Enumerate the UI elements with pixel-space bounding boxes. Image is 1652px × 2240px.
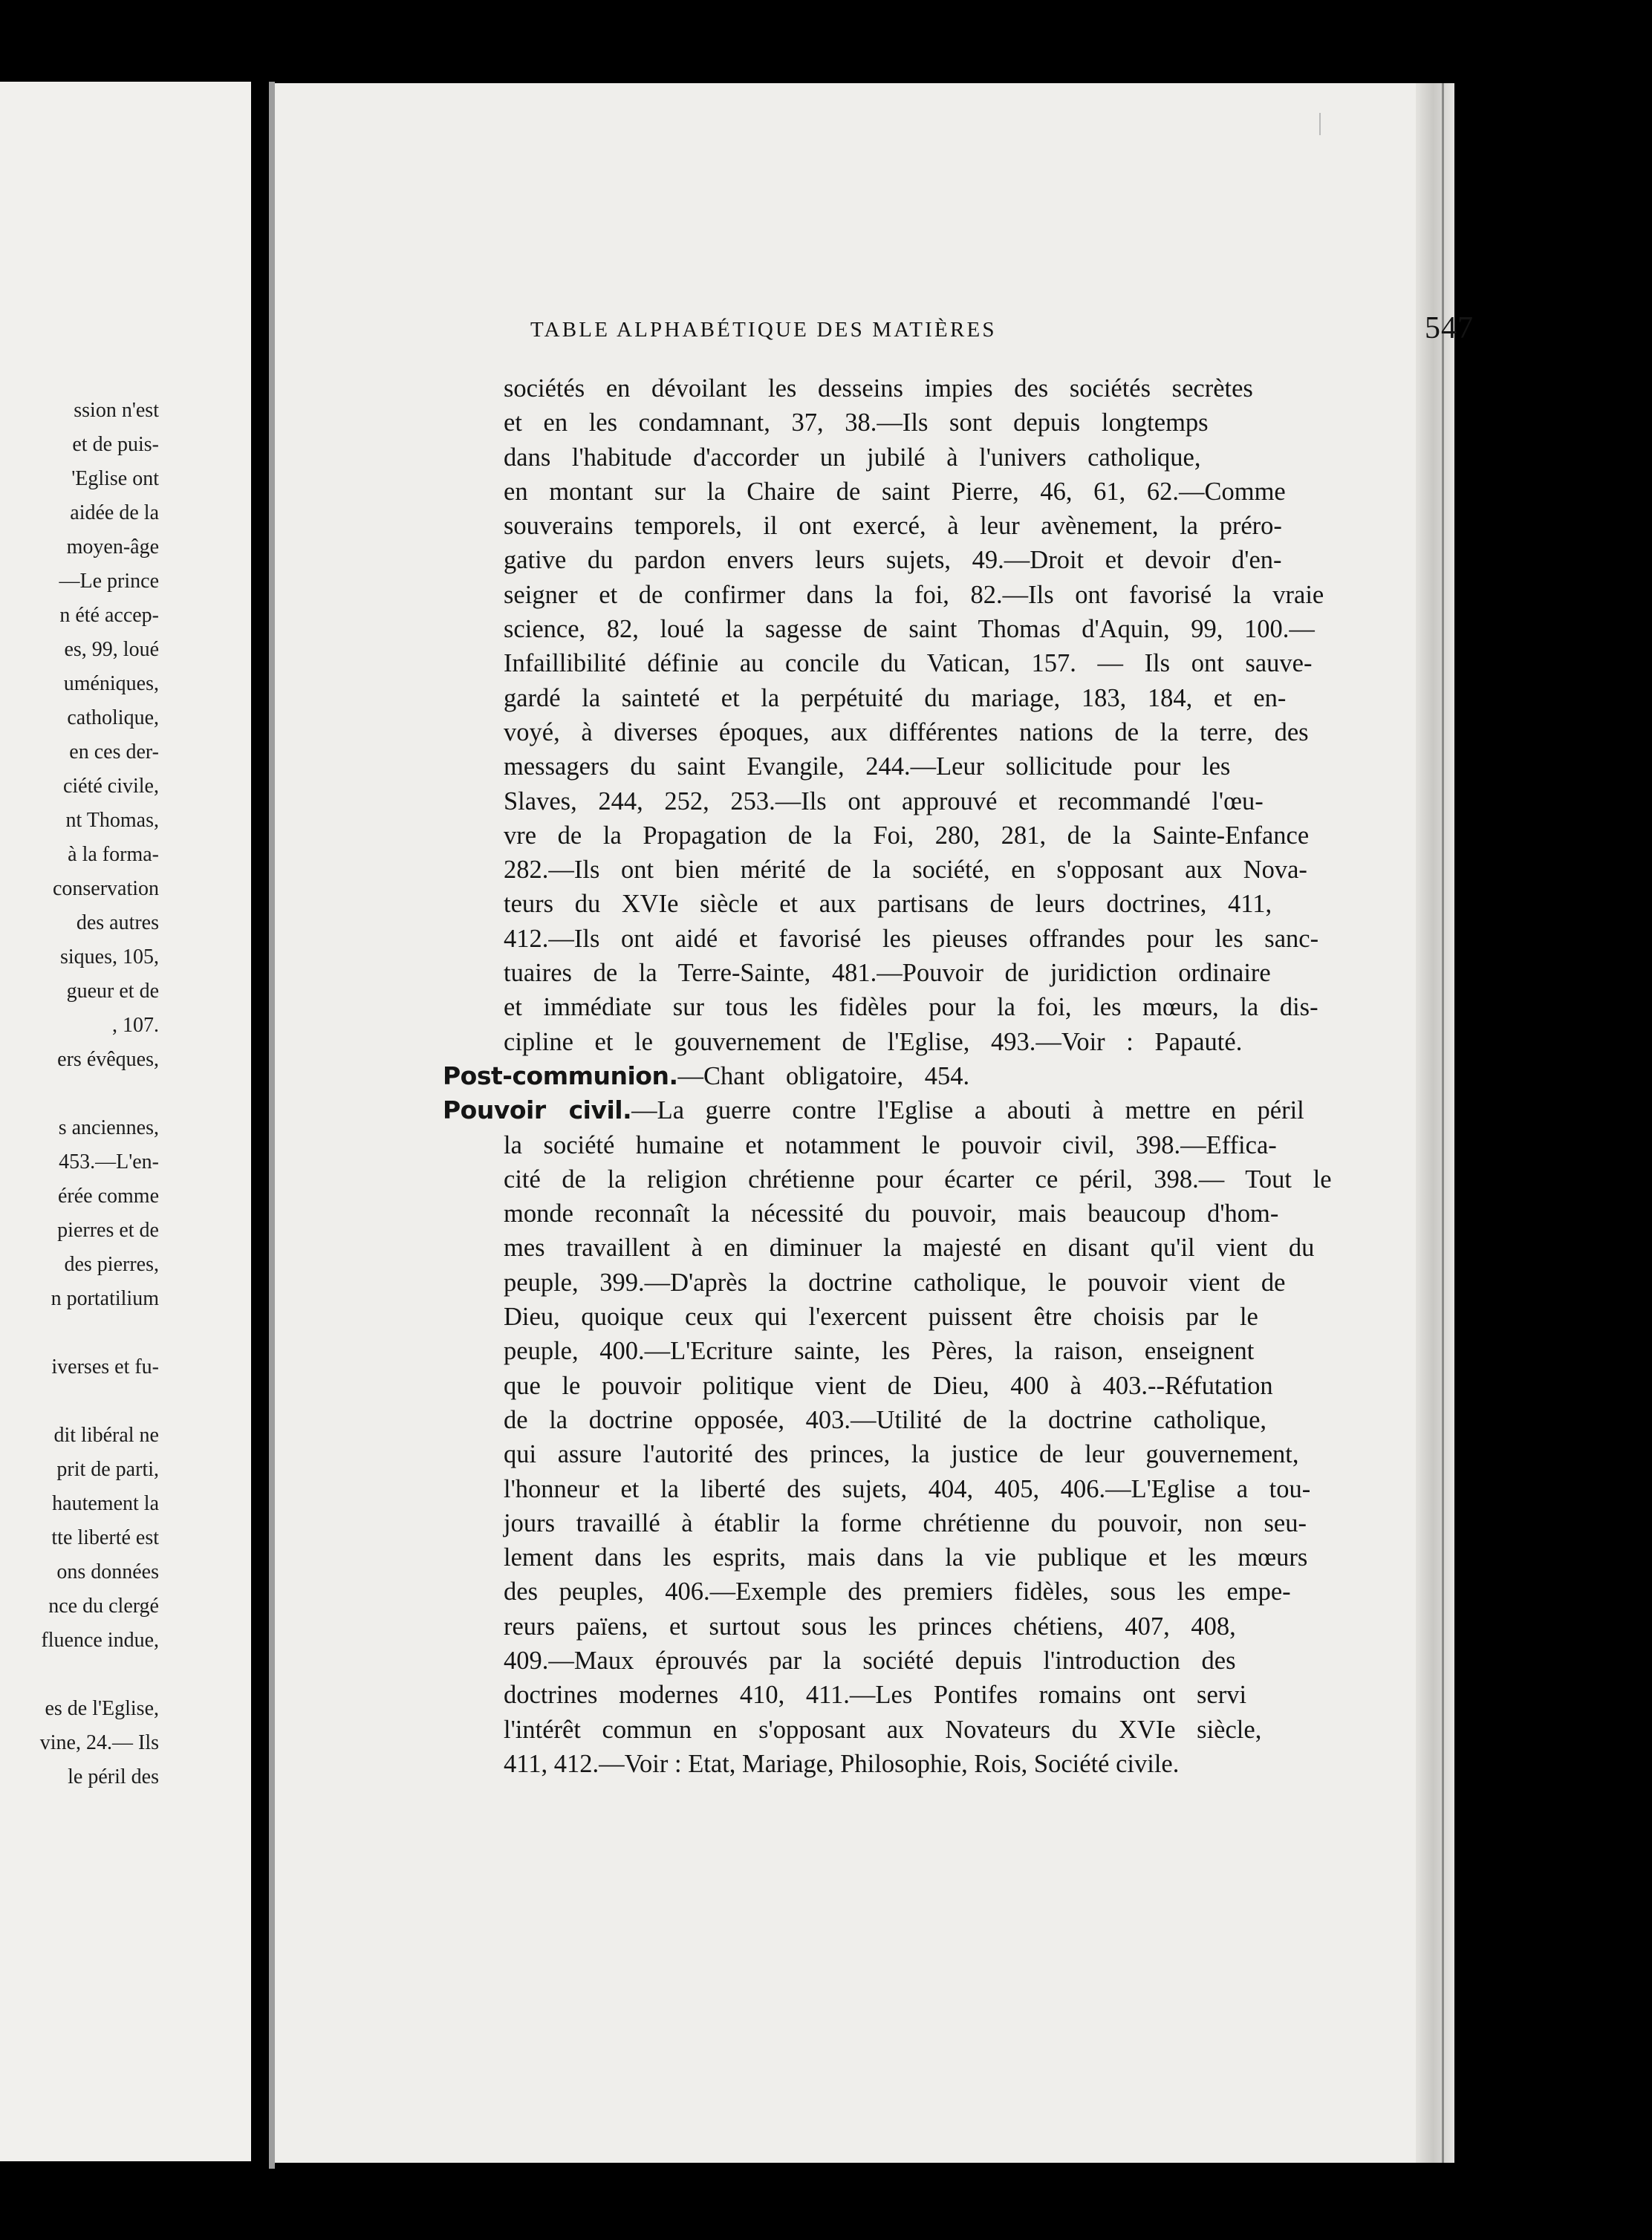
left-page-line: en ces der- <box>69 740 159 764</box>
index-text-line <box>443 818 1475 853</box>
left-page-line: ons données <box>56 1560 159 1583</box>
index-line-text: messagers du saint Evangile, 244.—Leur sollicitude pour les <box>504 752 1231 781</box>
index-line-text: la société humaine et notamment le pouvoir civil, 398.—Effica- <box>504 1130 1277 1159</box>
left-page-line: moyen-âge <box>66 535 159 559</box>
index-text-line <box>443 715 1475 749</box>
left-page-line: iverses et fu- <box>51 1355 159 1378</box>
index-text-line <box>443 1334 1475 1368</box>
gutter-edge <box>269 82 275 2169</box>
left-page-line <box>0 1316 159 1350</box>
index-text-line <box>443 509 1475 543</box>
index-text-line <box>443 887 1475 921</box>
index-text-line <box>443 1609 1475 1644</box>
index-text-line <box>443 1575 1475 1609</box>
left-page-line: prit de parti, <box>56 1458 159 1481</box>
left-page-line: tte liberté est <box>51 1526 159 1549</box>
left-page-line: gueur et de <box>66 980 159 1003</box>
index-text-line <box>443 543 1475 577</box>
index-line-text: Infaillibilité définie au concile du Vatican, 157. — Ils ont sauve- <box>504 649 1313 678</box>
index-line-text: 412.—Ils ont aidé et favorisé les pieuses offrandes pour les sanc- <box>504 924 1319 953</box>
index-text-line <box>443 1472 1475 1506</box>
left-page-line: es de l'Eglise, <box>45 1697 159 1720</box>
index-text-line <box>443 1128 1475 1162</box>
index-text-line <box>443 1196 1475 1231</box>
left-page <box>0 82 251 2161</box>
index-line-text: l'honneur et la liberté des sujets, 404, 405, 406.—L'Eglise a tou- <box>504 1474 1311 1503</box>
left-page-line: siques, 105, <box>60 945 159 968</box>
index-text-line <box>443 784 1475 818</box>
index-line-text: que le pouvoir politique vient de Dieu, 400 à 403.--Réfutation <box>504 1371 1273 1400</box>
index-line-text: gative du pardon envers leurs sujets, 49.—Droit et devoir d'en- <box>504 546 1282 575</box>
page-number: 547 <box>1425 311 1474 345</box>
index-line-text: gardé la sainteté et la perpétuité du mariage, 183, 184, et en- <box>504 683 1287 712</box>
index-text-line <box>443 1403 1475 1437</box>
index-line-text: jours travaillé à établir la forme chrétienne du pouvoir, non seu- <box>504 1508 1307 1537</box>
index-text-line <box>443 1266 1475 1300</box>
index-line-text: peuple, 399.—D'après la doctrine catholique, le pouvoir vient de <box>504 1268 1286 1297</box>
index-line-text: des peuples, 406.—Exemple des premiers fidèles, sous les empe- <box>504 1578 1291 1606</box>
index-line-text: 411, 412.—Voir : Etat, Mariage, Philosophie, Rois, Société civile. <box>504 1749 1180 1778</box>
index-line-text: 282.—Ils ont bien mérité de la société, en s'opposant aux Nova- <box>504 856 1307 885</box>
left-page-line: à la forma- <box>68 843 159 866</box>
index-line-text: teurs du XVIe siècle et aux partisans de leurs doctrines, 411, <box>504 890 1272 919</box>
scan-speck <box>1319 113 1321 135</box>
left-page-line: aidée de la <box>70 501 159 524</box>
left-page-text <box>0 394 159 1794</box>
index-line-text: —Chant obligatoire, 454. <box>677 1061 970 1090</box>
index-text-line <box>443 1231 1475 1265</box>
left-page-line: fluence indue, <box>41 1629 159 1652</box>
index-text-line <box>443 1300 1475 1334</box>
left-page-line: ciété civile, <box>62 775 159 798</box>
left-page-line: vine, 24.— Ils <box>39 1731 159 1754</box>
left-page-line <box>0 1384 159 1419</box>
index-line-text: vre de la Propagation de la Foi, 280, 281, de la Sainte-Enfance <box>504 821 1310 850</box>
index-text-line <box>443 1713 1475 1747</box>
index-line-text: de la doctrine opposée, 403.—Utilité de la doctrine catholique, <box>504 1405 1267 1434</box>
right-page <box>275 83 1474 2163</box>
index-line-text: en montant sur la Chaire de saint Pierre, 46, 61, 62.—Comme <box>504 477 1286 506</box>
index-text-line <box>443 1437 1475 1471</box>
left-page-line: pierres et de <box>57 1219 159 1242</box>
index-text-line <box>443 853 1475 887</box>
left-page-line: 453.—L'en- <box>59 1150 159 1173</box>
index-text-line <box>443 1162 1475 1196</box>
left-page-line: des pierres, <box>64 1253 159 1276</box>
index-line-text: souverains temporels, il ont exercé, à leur avènement, la préro- <box>504 512 1282 541</box>
left-page-line <box>0 1658 159 1692</box>
left-page-line: ers évêques, <box>57 1048 159 1071</box>
index-line-text: doctrines modernes 410, 411.—Les Pontifes romains ont servi <box>504 1681 1247 1710</box>
index-text-line <box>443 1678 1475 1712</box>
left-page-line: conservation <box>52 877 159 900</box>
left-page-line: n été accep- <box>59 604 159 627</box>
index-text-line <box>443 578 1475 612</box>
index-text-line <box>443 440 1475 475</box>
index-text-line <box>443 749 1475 784</box>
index-text-line <box>443 956 1475 990</box>
index-body-text <box>443 371 1475 1781</box>
index-line-text: science, 82, loué la sagesse de saint Thomas d'Aquin, 99, 100.— <box>504 615 1315 644</box>
index-line-text: sociétés en dévoilant les desseins impies des sociétés secrètes <box>504 374 1253 403</box>
index-line-text: cipline et le gouvernement de l'Eglise, 493.—Voir : Papauté. <box>504 1027 1243 1056</box>
index-line-text: tuaires de la Terre-Sainte, 481.—Pouvoir de juridiction ordinaire <box>504 959 1271 988</box>
index-line-text: monde reconnaît la nécessité du pouvoir, mais beaucoup d'hom- <box>504 1199 1279 1228</box>
index-text-line <box>443 990 1475 1024</box>
index-entry-heading: Post-communion. <box>443 1061 678 1090</box>
index-text-line <box>443 475 1475 509</box>
left-page-line: nce du clergé <box>48 1595 159 1618</box>
index-line-text: dans l'habitude d'accorder un jubilé à l'univers catholique, <box>504 443 1201 472</box>
left-page-line: et de puis- <box>72 433 159 456</box>
index-line-text: seigner et de confirmer dans la foi, 82.—Ils ont favorisé la vraie <box>504 580 1324 609</box>
index-text-line <box>443 406 1475 440</box>
left-page-line: nt Thomas, <box>65 809 159 832</box>
index-line-text: lement dans les esprits, mais dans la vie publique et les mœurs <box>504 1543 1308 1572</box>
left-page-line <box>0 1077 159 1111</box>
left-page-line: catholique, <box>67 706 159 729</box>
index-line-text: mes travaillent à en diminuer la majesté en disant qu'il vient du <box>504 1234 1315 1263</box>
left-page-line: le péril des <box>68 1765 159 1788</box>
index-text-line <box>443 1644 1475 1678</box>
index-line-text: qui assure l'autorité des princes, la justice de leur gouvernement, <box>504 1440 1299 1469</box>
index-text-line <box>443 1747 1475 1781</box>
index-line-text: Slaves, 244, 252, 253.—Ils ont approuvé et recommandé l'œu- <box>504 787 1264 815</box>
index-entry-line <box>443 1059 1475 1093</box>
index-line-text: voyé, à diverses époques, aux différentes nations de la terre, des <box>504 717 1309 746</box>
index-line-text: Dieu, quoique ceux qui l'exercent puissent être choisis par le <box>504 1303 1258 1332</box>
page-gutter <box>251 74 269 2169</box>
left-page-line: n portatilium <box>51 1287 159 1310</box>
left-page-line: érée comme <box>57 1185 159 1208</box>
left-page-line: des autres <box>76 911 159 934</box>
left-page-line: es, 99, loué <box>64 638 159 661</box>
left-page-line: , 107. <box>112 1014 159 1037</box>
index-text-line <box>443 1540 1475 1575</box>
index-text-line <box>443 646 1475 680</box>
index-line-text: reurs païens, et surtout sous les princes chétiens, 407, 408, <box>504 1612 1236 1641</box>
left-page-line: ssion n'est <box>74 399 159 422</box>
running-header-title: TABLE ALPHABÉTIQUE DES MATIÈRES <box>530 318 997 342</box>
index-line-text: et immédiate sur tous les fidèles pour la foi, les mœurs, la dis- <box>504 993 1318 1022</box>
index-text-line <box>443 922 1475 956</box>
index-text-line <box>443 612 1475 646</box>
left-page-line: s anciennes, <box>58 1116 159 1139</box>
index-text-line <box>443 681 1475 715</box>
index-line-text: l'intérêt commun en s'opposant aux Novateurs du XVIe siècle, <box>504 1715 1262 1744</box>
left-page-line: dit libéral ne <box>53 1424 159 1447</box>
index-line-text: 409.—Maux éprouvés par la société depuis l'introduction des <box>504 1646 1236 1675</box>
left-page-line: hautement la <box>52 1492 159 1515</box>
index-entry-line <box>443 1093 1475 1127</box>
index-entry-heading: Pouvoir civil. <box>443 1095 632 1125</box>
index-line-text: —La guerre contre l'Eglise a abouti à mettre en péril <box>631 1096 1304 1125</box>
index-text-line <box>443 1369 1475 1403</box>
running-header <box>530 310 1474 355</box>
index-line-text: et en les condamnant, 37, 38.—Ils sont depuis longtemps <box>504 408 1209 437</box>
index-text-line <box>443 371 1475 406</box>
index-text-line <box>443 1506 1475 1540</box>
index-text-line <box>443 1025 1475 1059</box>
index-line-text: peuple, 400.—L'Ecriture sainte, les Pères, la raison, enseignent <box>504 1337 1255 1366</box>
left-page-line: uméniques, <box>63 672 159 695</box>
index-line-text: cité de la religion chrétienne pour écarter ce péril, 398.— Tout le <box>504 1165 1332 1194</box>
left-page-line: 'Eglise ont <box>71 467 159 490</box>
left-page-line: —Le prince <box>59 570 159 593</box>
